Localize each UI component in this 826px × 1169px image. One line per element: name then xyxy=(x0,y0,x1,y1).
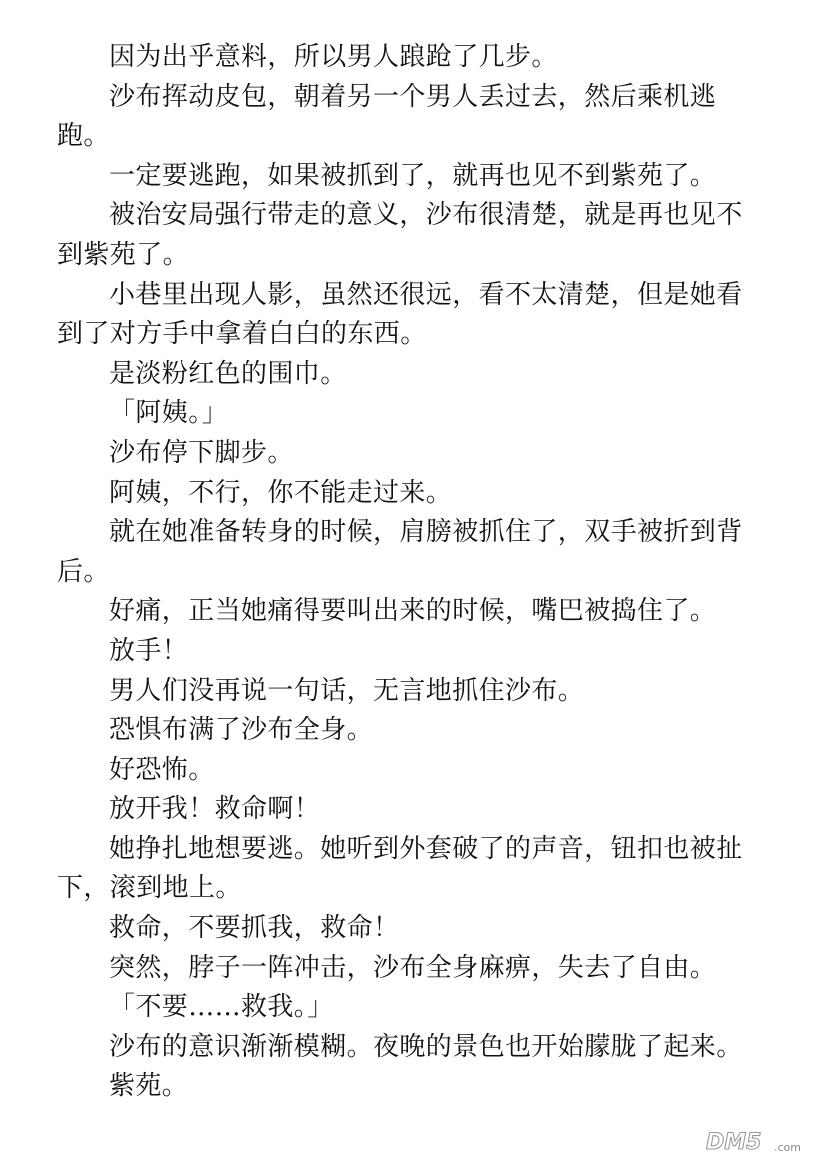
paragraph: 阿姨，不行，你不能走过来。 xyxy=(109,477,453,508)
paragraph: 沙布挥动皮包，朝着另一个男人丢过去，然后乘机逃跑。 xyxy=(57,81,717,152)
paragraph: 好恐怖。 xyxy=(109,754,215,785)
paragraph: 「阿姨。」 xyxy=(109,398,229,429)
paragraph: 恐惧布满了沙布全身。 xyxy=(109,715,374,746)
paragraph: 「不要……救我。」 xyxy=(109,992,334,1023)
paragraph: 她挣扎地想要逃。她听到外套破了的声音，钮扣也被扯下，滚到地上。 xyxy=(57,833,743,904)
paragraph: 小巷里出现人影，虽然还很远，看不太清楚，但是她看到了对方手中拿着白白的东西。 xyxy=(57,279,743,350)
paragraph: 被治安局强行带走的意义，沙布很清楚，就是再也见不到紫苑了。 xyxy=(57,200,743,270)
paragraph: 沙布停下脚步。 xyxy=(109,437,294,468)
watermark-suffix: .com xyxy=(774,1141,801,1154)
paragraph: 是淡粉红色的围巾。 xyxy=(109,358,347,389)
paragraph: 突然，脖子一阵冲击，沙布全身麻痹，失去了自由。 xyxy=(109,952,717,983)
paragraph: 紫苑。 xyxy=(109,1071,189,1102)
paragraph: 沙布的意识渐渐模糊。夜晚的景色也开始朦胧了起来。 xyxy=(109,1031,743,1062)
paragraph: 因为出乎意料，所以男人踉跄了几步。 xyxy=(109,42,558,72)
paragraph: 男人们没再说一句话，无言地抓住沙布。 xyxy=(109,675,585,706)
watermark-logo-text: DM5 xyxy=(706,1130,762,1155)
body-text xyxy=(57,38,757,1107)
paragraph: 好痛，正当她痛得要叫出来的时候，嘴巴被捣住了。 xyxy=(109,596,717,627)
paragraph: 一定要逃跑，如果被抓到了，就再也见不到紫苑了。 xyxy=(109,160,717,191)
paragraph: 救命，不要抓我，救命！ xyxy=(109,913,400,944)
dm5-watermark-logo xyxy=(704,1127,810,1157)
paragraph: 放手！ xyxy=(109,635,189,666)
paragraph: 就在她准备转身的时候，肩膀被抓住了，双手被折到背后。 xyxy=(57,517,743,587)
paragraph: 放开我！救命啊！ xyxy=(109,794,321,825)
